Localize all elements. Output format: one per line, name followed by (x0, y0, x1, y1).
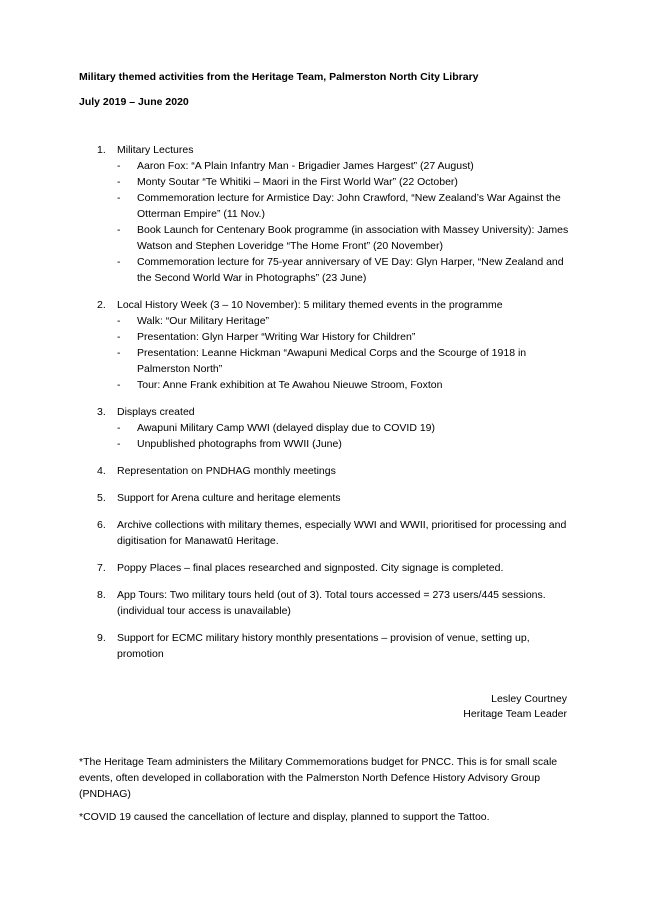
list-item (0, 630, 645, 662)
sub-list-item (0, 313, 645, 329)
sub-list-item (0, 345, 645, 377)
list-item-text: Displays created (117, 406, 195, 418)
sub-list-item-text: Unpublished photographs from WWII (June) (137, 438, 342, 450)
signature-name: Lesley Courtney (491, 693, 567, 705)
sub-list-item-text: Presentation: Leanne Hickman “Awapuni Medical Corps and the Scourge of 1918 in Palmerston North” (137, 347, 527, 375)
sub-list-item-text: Book Launch for Centenary Book programme (in association with Massey University): James Watson and Stephen Loveridge “The Home Front” (20 November) (137, 224, 569, 252)
list-item-text: Support for Arena culture and heritage elements (117, 492, 341, 504)
list-item (0, 463, 645, 479)
sub-list-item-text: Awapuni Military Camp WWI (delayed display due to COVID 19) (137, 422, 436, 434)
sub-list-item-text: Aaron Fox: “A Plain Infantry Man - Brigadier James Hargest” (27 August) (137, 160, 474, 172)
sub-list-item-text: Commemoration lecture for 75-year anniversary of VE Day: Glyn Harper, “New Zealand and the Second World War in Photographs” (23 June) (137, 256, 564, 284)
sub-list-item (0, 420, 645, 436)
list-item (0, 297, 645, 393)
sub-list (117, 158, 645, 286)
list-item (0, 587, 645, 619)
sub-list-item (0, 329, 645, 345)
dash-bullet: - (117, 422, 121, 434)
sub-list-item-text: Monty Soutar “Te Whitiki – Maori in the First World War” (22 October) (137, 176, 458, 188)
list-item-text: Military Lectures (117, 144, 194, 156)
dash-bullet: - (117, 192, 121, 204)
dash-bullet: - (117, 176, 121, 188)
list-item-number: 3. (97, 406, 106, 418)
list-item (0, 142, 645, 286)
sub-list-item-text: Commemoration lecture for Armistice Day: John Crawford, “New Zealand’s War Against the Otterman Empire” (11 Nov.) (137, 192, 561, 220)
list-item-number: 1. (97, 144, 106, 156)
document-title: Military themed activities from the Heritage Team, Palmerston North City Library (79, 71, 479, 83)
sub-list-item-text: Tour: Anne Frank exhibition at Te Awahou Nieuwe Stroom, Foxton (137, 379, 443, 391)
sub-list (117, 313, 645, 393)
sub-list-item (0, 377, 645, 393)
sub-list-item (0, 174, 645, 190)
dash-bullet: - (117, 438, 121, 450)
list-item (0, 560, 645, 576)
sub-list-item (0, 254, 645, 286)
list-item (0, 517, 645, 549)
sub-list-item-text: Walk: “Our Military Heritage” (137, 315, 270, 327)
list-item-text: Archive collections with military themes, especially WWI and WWII, prioritised for processing and digitisation for Manawatū Heritage. (117, 519, 567, 547)
list-item-text: Support for ECMC military history monthly presentations – provision of venue, setting up, promotion (117, 632, 530, 660)
dash-bullet: - (117, 224, 121, 236)
list-item-number: 9. (97, 632, 106, 644)
footnote-covid: *COVID 19 caused the cancellation of lecture and display, planned to support the Tattoo. (79, 811, 490, 823)
list-item-number: 8. (97, 589, 106, 601)
list-item (0, 404, 645, 452)
dash-bullet: - (117, 160, 121, 172)
list-item-text: Local History Week (3 – 10 November): 5 military themed events in the programme (117, 299, 503, 311)
list-item-number: 5. (97, 492, 106, 504)
list-item-number: 2. (97, 299, 106, 311)
list-item-number: 4. (97, 465, 106, 477)
signature-role: Heritage Team Leader (463, 708, 567, 720)
dash-bullet: - (117, 256, 121, 268)
sub-list (117, 420, 645, 452)
sub-list-item (0, 190, 645, 222)
dash-bullet: - (117, 347, 121, 359)
footnote-budget: *The Heritage Team administers the Military Commemorations budget for PNCC. This is for small scale events, often developed in collaboration with the Palmerston North Defence History Advisory Group (PNDHAG) (79, 756, 558, 800)
list-item-number: 6. (97, 519, 106, 531)
list-item-text: Poppy Places – final places researched and signposted. City signage is completed. (117, 562, 504, 574)
dash-bullet: - (117, 379, 121, 391)
list-item-text: App Tours: Two military tours held (out of 3). Total tours accessed = 273 users/445 sessions. (individual tour access is unavailable) (117, 589, 546, 617)
dash-bullet: - (117, 315, 121, 327)
document-period: July 2019 – June 2020 (79, 96, 189, 108)
dash-bullet: - (117, 331, 121, 343)
activity-list (0, 142, 645, 673)
list-item-text: Representation on PNDHAG monthly meetings (117, 465, 336, 477)
list-item (0, 490, 645, 506)
sub-list-item (0, 436, 645, 452)
sub-list-item (0, 222, 645, 254)
sub-list-item (0, 158, 645, 174)
sub-list-item-text: Presentation: Glyn Harper “Writing War History for Children” (137, 331, 416, 343)
list-item-number: 7. (97, 562, 106, 574)
